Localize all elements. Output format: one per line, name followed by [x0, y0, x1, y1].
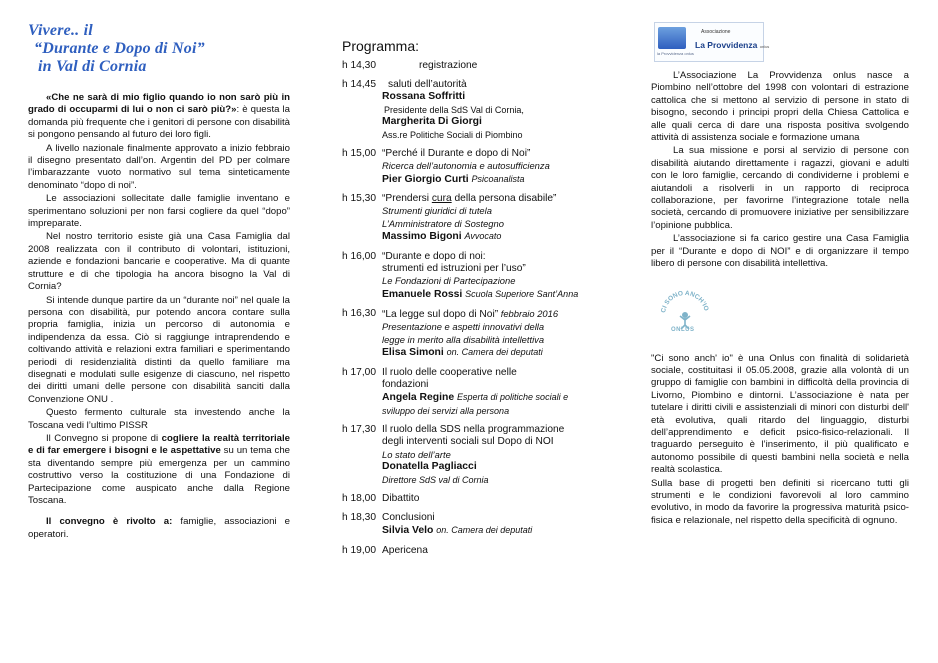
audience-text: famiglie, associazioni e operatori.: [28, 516, 290, 540]
slot-time: h 18,30: [342, 512, 376, 523]
speaker-role: Psicoanalista: [471, 173, 525, 184]
program-slot: [342, 307, 614, 360]
slot-subtitle: Presentazione e aspetti innovativi della: [382, 321, 545, 332]
slot-time: h 19,00: [342, 544, 376, 556]
ci-sono-anchio-paragraph: "Ci sono anch' io" è una Onlus con finalità di solidarietà sociale, costituitasi il 05.05.2008, grazie alla volontà di un gruppo di famiglie con bambini in difficoltà della provincia di Livorno, Piombino e dintorni. L’associazione è nata per tutelare i diritti civili e assistenziali di minori con disturbi dell' età evolutiva, quali ritardo del linguaggio, disturbi dell’apprendimento e deficit psico-fisico-relazionali. Il traguardo perseguito è l’inserimento, il più qualificato e autonomo possibile di questi bambini nella società e nella realtà scolastica.: [651, 352, 909, 476]
provvidenza-paragraph: L’associazione si fa carico gestire una Casa Famiglia per il “Durante e dopo di NOI” e di organizzare il tempo libero di persone con disabilità intellettiva.: [651, 233, 909, 270]
intro-paragraph-text: su un tema che sta diventando sempre più emergenza per un cammino costruttivo verso la costituzione di una Fondazione di Partecipazione come auspicato anche dalla Regione Toscana.: [28, 445, 290, 506]
slot-subtitle: Strumenti giuridici di tutela: [382, 205, 492, 216]
slot-time: h 17,00: [342, 366, 376, 378]
slot-time: h 16,30: [342, 308, 376, 319]
program-slot: [342, 250, 614, 302]
speaker-role: Presidente della SdS Val di Cornia,: [384, 104, 524, 115]
speaker-name: Margherita Di Giorgi: [382, 116, 482, 127]
ci-sono-anchio-emblem: [657, 289, 713, 329]
speaker-role: Ass.re Politiche Sociali di Piombino: [382, 129, 523, 140]
slot-time: h 15,00: [342, 148, 376, 159]
slot-time: h 17,30: [342, 424, 376, 435]
ci-sono-anchio-text: [651, 353, 909, 528]
program-slot: [342, 511, 614, 538]
slot-title-part: “Prendersi: [382, 193, 432, 204]
logo2-onlus: ONLUS: [671, 326, 695, 333]
slot-subtitle: L’Amministratore di Sostegno: [382, 217, 504, 229]
intro-text: [28, 92, 290, 541]
speaker-role: on. Camera dei deputati: [446, 347, 543, 357]
speaker-name: Pier Giorgio Curti: [382, 173, 469, 185]
speaker-role: on. Camera dei deputati: [436, 525, 533, 535]
provvidenza-text: [651, 70, 909, 271]
intro-question: «Che ne sarà di mio figlio quando io non sarò più in grado di occuparmi di lui o non ci sarò più?»: [28, 92, 290, 116]
slot-title: “Perché il Durante e dopo di Noi”: [382, 148, 531, 159]
intro-paragraph: [28, 92, 290, 142]
logo2-text: [660, 289, 709, 313]
logo-name-text: La Provvidenza: [695, 40, 758, 50]
slot-time: h 15,30: [342, 193, 376, 204]
program-slot: [342, 423, 614, 486]
speaker-role: Esperta di politiche sociali e: [457, 392, 569, 402]
program-slot: [342, 192, 614, 244]
slot-title: Il ruolo della SDS nella programmazione: [382, 424, 565, 435]
speaker-role: Avvocato: [464, 231, 502, 241]
title-line-1: Vivere.. il: [28, 22, 93, 39]
ci-sono-anchio-paragraph: Sulla base di progetti ben definiti si ricercano tutti gli strumenti e le condizioni favorevoli al loro cammino evolutivo, in modo da favorire la progressiva maturità psico-fisica e relazionale, nel rispetto della specificità di ognuno.: [651, 477, 909, 526]
program-heading: Programma:: [342, 38, 420, 54]
slot-title-date: febbraio 2016: [498, 308, 559, 319]
slot-subtitle: Le Fondazioni di Partecipazione: [382, 275, 516, 286]
provvidenza-paragraph: La sua missione e porsi al servizio di persone con disabilità aiutando direttamente i ragazzi, giovani e adulti con le loro famiglie, cercando di condividerne i problemi e aiutandoli a risolverli in un rapporto di reciproca collaborazione, per favorirne l’integrazione totale nella società, cercando di promuovere iniziative per sensibilizzare l’opinione pubblica.: [651, 145, 909, 231]
intro-paragraph: Nel nostro territorio esiste già una Casa Famiglia dal 2008 realizzata con il contributo di volontari, istituzioni, aziende e fondazioni bancarie e cooperative. Ma di quante strutture e di che tipologia ha ancora bisogno la Val di Cornia?: [28, 231, 290, 293]
la-provvidenza-logo: [654, 22, 770, 62]
program-slot: [342, 147, 614, 186]
slot-subtitle: legge in merito alla disabilità intellettiva: [382, 333, 545, 345]
speaker-name: Elisa Simoni: [382, 347, 444, 358]
slot-title: [382, 307, 614, 321]
slot-title: Dibattito: [382, 493, 420, 504]
speaker-name: Silvia Velo: [382, 525, 434, 536]
logo-caption: la Provvidenza onlus: [657, 51, 694, 56]
intro-paragraph-text: : è questa la domanda più frequente che i genitori di persone con disabilità si pongono pensando al futuro dei loro figli.: [28, 104, 290, 141]
slot-time: h 14,45: [342, 79, 376, 90]
speaker-role: sviluppo dei servizi alla persona: [382, 405, 510, 416]
title-line-2: “Durante e Dopo di Noi”: [34, 40, 205, 57]
slot-time: h 16,00: [342, 250, 376, 262]
logo-name: [695, 40, 769, 50]
slot-title: Il ruolo delle cooperative nelle: [382, 366, 517, 378]
program-slot: [342, 492, 614, 505]
slot-title: “Durante e dopo di noi:: [382, 250, 486, 262]
slot-title-part: della persona disabile”: [451, 193, 557, 204]
intro-paragraph: A livello nazionale finalmente approvato a inizio febbraio il disegno presentato dall’on. Argentin del PD per colmare l’imbarazzante vuoto normativo sul tema sinteticamente denominato “dopo di noi”.: [28, 142, 290, 191]
slot-subtitle: Lo stato dell’arte: [382, 448, 451, 460]
slot-time: h 14,30: [342, 60, 376, 71]
intro-audience: [28, 516, 290, 541]
slot-title: [382, 192, 614, 205]
logo2-arc-text: CI SONO ANCH’IO: [660, 289, 710, 313]
program-slot: [342, 59, 614, 72]
associations-column: [651, 22, 909, 528]
brochure-title: [28, 22, 290, 76]
program-slot: [342, 366, 614, 418]
intro-paragraph: Questo fermento culturale sta investendo anche la Toscana vedi l’ultimo PISSR: [28, 407, 290, 431]
program-slot: [342, 78, 614, 141]
slot-title: Conclusioni: [382, 512, 435, 523]
slot-title-continued: fondazioni: [382, 378, 429, 390]
intro-emphasis: cogliere la realtà territoriale e di far emergere i bisogni e le aspettative: [28, 432, 291, 457]
speaker-name: Donatella Pagliacci: [382, 461, 477, 472]
slot-time: h 18,00: [342, 493, 376, 504]
slot-title-continued: strumenti ed istruzioni per l’uso”: [382, 262, 526, 274]
audience-label: Il convegno è rivolto a:: [46, 516, 173, 528]
logo-onlus: onlus: [759, 44, 770, 49]
intro-column: [28, 22, 290, 542]
slot-title: Apericena: [382, 544, 428, 556]
intro-paragraph: Le associazioni sollecitate dalle famiglie inventano e sperimentano soluzioni per non farsi cogliere da quel “dopo” impreparate.: [28, 193, 290, 230]
title-line-3: in Val di Cornia: [38, 58, 147, 75]
intro-paragraph: Si intende dunque partire da un “durante noi” nel quale la persona con disabilità, pur potendo ancora contare sulla propria famiglia, inizia un percorso di autonomia e indipendenza da essa. Ciò si raggiunge intraprendendo e coltivando attività e relazioni extra familiari e sperimentando periodi di residenzialità distinti da quello familiare ma disegnati e modulati sulle esigenze di ciascuno, nel rispetto dei diritti umani delle persone con disabilità sanciti dalla Convenzione ONU .: [28, 294, 290, 405]
speaker-name: Angela Regine: [382, 392, 455, 403]
program-column: [342, 38, 614, 563]
slot-title-underlined: cura: [431, 193, 452, 204]
provvidenza-paragraph: L’Associazione La Provvidenza onlus nasce a Piombino nell’ottobre del 1998 con volontari di estrazione cattolica che si mettono al servizio di persone in stato di bisogno, secondo i principi propri della Chiesa Cattolica e alle quali cerca di dare una risposta positiva svolgendo attività di assistenza sociale e formazione umana: [651, 70, 909, 144]
logo-association-label: Associazione: [701, 29, 731, 35]
program-slot: [342, 544, 614, 557]
ci-sono-anchio-logo: [657, 289, 713, 341]
intro-paragraph: [28, 433, 290, 507]
slot-title: registrazione: [419, 60, 478, 71]
logo-image: [658, 27, 686, 49]
slot-subtitle: Ricerca dell’autonomia e autosufficienza: [382, 160, 550, 171]
speaker-name: Rossana Soffritti: [382, 91, 466, 102]
slot-title: saluti dell’autorità: [388, 79, 467, 90]
speaker-name: Massimo Bigoni: [382, 231, 462, 242]
speaker-role: Scuola Superiore Sant’Anna: [465, 288, 579, 299]
slot-title-part: “La legge sul dopo di Noi”: [382, 309, 499, 320]
slot-title-continued: degli interventi sociali sul Dopo di NOI: [382, 436, 554, 447]
intro-paragraph-text: Il Convegno si propone di: [46, 432, 162, 444]
speaker-role: Direttore SdS val di Cornia: [382, 474, 489, 485]
speaker-name: Emanuele Rossi: [382, 288, 463, 300]
